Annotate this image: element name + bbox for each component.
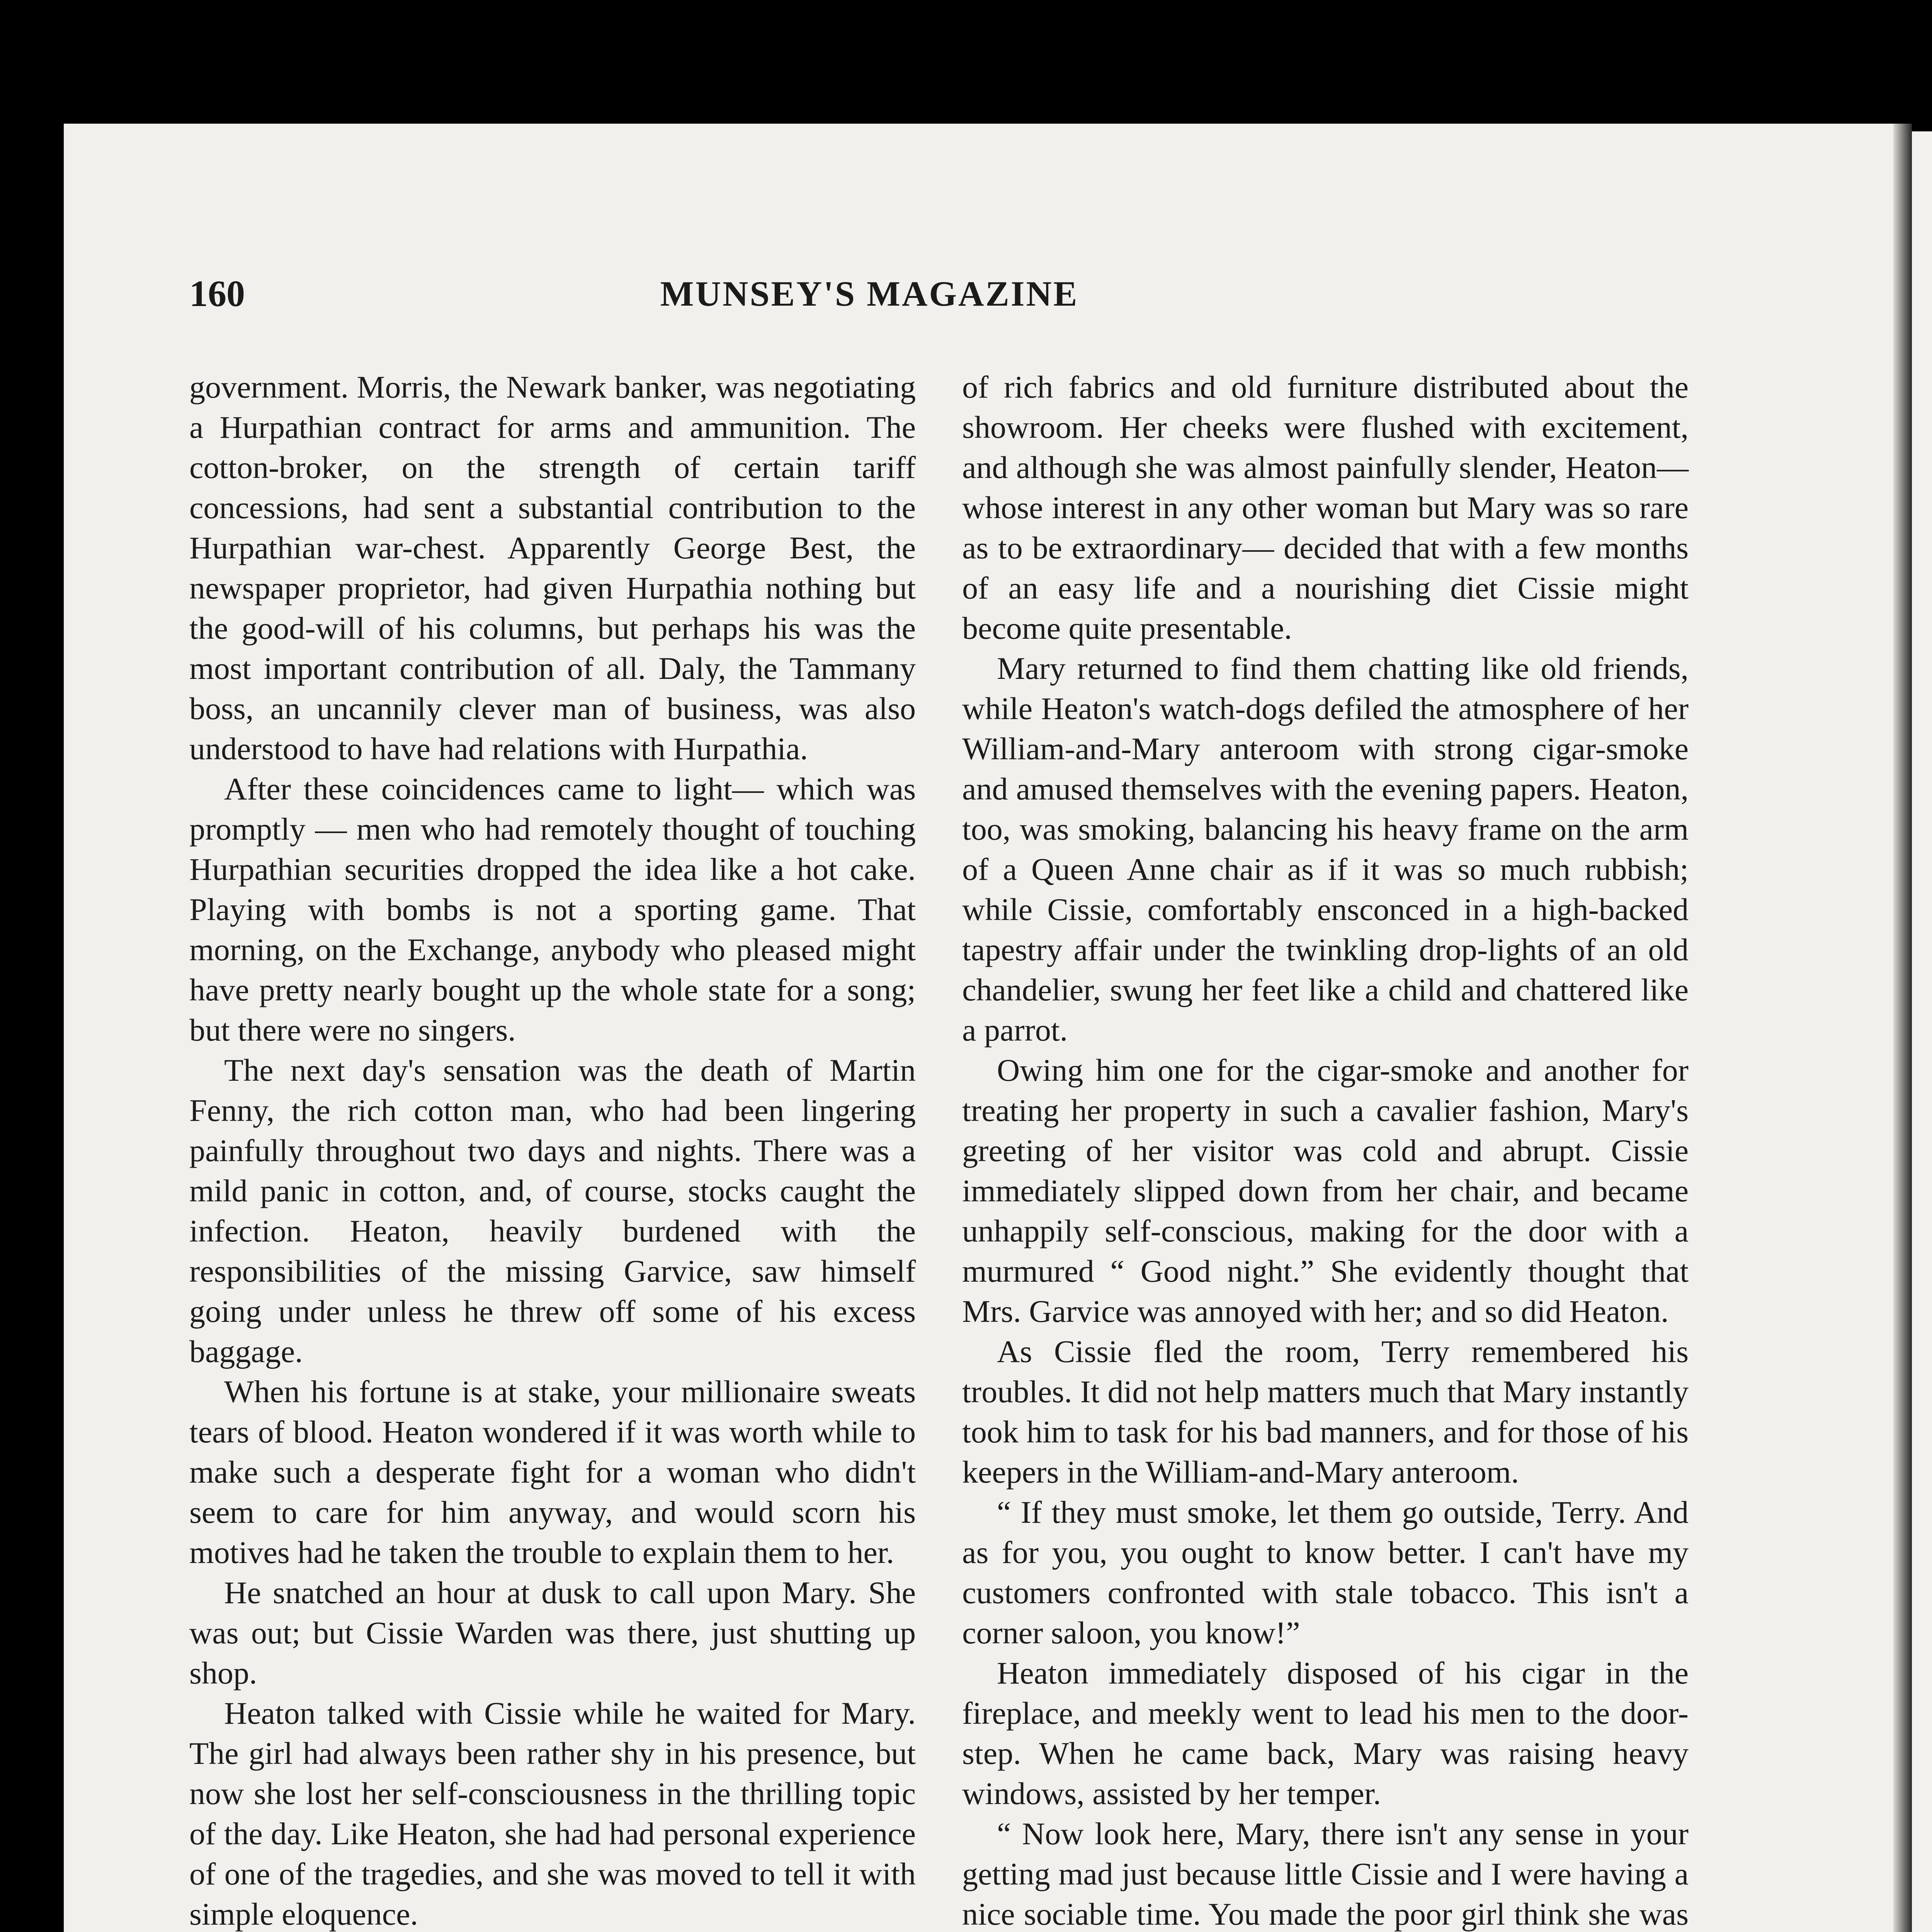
paragraph: Heaton immediately disposed of his cigar in the fireplace, and meekly went to lead his men to the door-step. When he came back, Mary was raising heavy windows, assisted by her temper.	[962, 1655, 1689, 1811]
paragraph: Heaton talked with Cissie while he waited for Mary. The girl had always been rather shy in his presence, but now she lost her self-consciousness in the thrilling topic of the day. Like Heaton, she had had personal experience of one of the tragedies, and she was moved to tell it with simple eloquence.	[189, 1696, 916, 1932]
paragraph: After these coincidences came to light— which was promptly — men who had remotely thought of touching Hurpathian securities dropped the idea like a hot cake. Playing with bombs is not a sporting game. That morning, on the Exchange, anybody who pleased might have pretty nearly bought up the whole state for a song; but there were no singers.	[189, 771, 916, 1048]
running-title: MUNSEY'S MAGAZINE	[660, 274, 1079, 313]
paragraph: of rich fabrics and old furniture distributed about the showroom. Her cheeks were flushed with excitement, and although she was almost painfully slender, Heaton— whose interest in any other woman but Mary was so rare as to be extraordinary— decided that with a few months of an easy life and a nourishing diet Cissie might become quite presentable.	[962, 369, 1689, 646]
page-number: 160	[189, 273, 245, 314]
paragraph: The next day's sensation was the death of Martin Fenny, the rich cotton man, who had been lingering painfully throughout two days and nights. There was a mild panic in cotton, and, of course, stocks caught the infection. Heaton, heavily burdened with the responsibilities of the missing Garvice, saw himself going under unless he threw off some of his excess baggage.	[189, 1053, 916, 1369]
paragraph: He snatched an hour at dusk to call upon Mary. She was out; but Cissie Warden was there, just shutting up shop.	[189, 1575, 916, 1690]
gutter-shadow	[1893, 124, 1912, 1932]
paragraph: As Cissie fled the room, Terry remembered his troubles. It did not help matters much that Mary instantly took him to task for his bad manners, and for those of his keepers in the William-and-Mary anteroom.	[962, 1334, 1689, 1490]
paragraph: When his fortune is at stake, your millionaire sweats tears of blood. Heaton wondered if it was worth while to make such a desperate fight for a woman who didn't seem to care for him anyway, and would scorn his motives had he taken the trouble to explain them to her.	[189, 1374, 916, 1570]
page-header	[128, 270, 1611, 317]
paragraph: “ Now look here, Mary, there isn't any sense in your getting mad just because little Cissie and I were having a nice sociable time. You made the poor girl think she was	[962, 1816, 1689, 1932]
paragraph: Owing him one for the cigar-smoke and another for treating her property in such a cavalier fashion, Mary's greeting of her visitor was cold and abrupt. Cissie immediately slipped down from her chair, and became unhappily self-conscious, making for the door with a murmured “ Good night.” She evidently thought that Mrs. Garvice was annoyed with her; and so did Heaton.	[962, 1053, 1689, 1329]
paragraph: government. Morris, the Newark banker, was negotiating a Hurpathian contract for arms and ammunition. The cotton-broker, on the strength of certain tariff concessions, had sent a substantial contribution to the Hurpathian war-chest. Apparently George Best, the newspaper proprietor, had given Hurpathia nothing but the good-will of his columns, but perhaps his was the most important contribution of all. Daly, the Tammany boss, an uncannily clever man of business, was also understood to have had relations with Hurpathia.	[189, 369, 916, 766]
left-column	[189, 367, 916, 1932]
facing-page-edge	[1911, 131, 1932, 1932]
right-column	[962, 367, 1689, 1932]
paragraph: Mary returned to find them chatting like old friends, while Heaton's watch-dogs defiled the atmosphere of her William-and-Mary anteroom with strong cigar-smoke and amused themselves with the evening papers. Heaton, too, was smoking, balancing his heavy frame on the arm of a Queen Anne chair as if it was so much rubbish; while Cissie, comfortably ensconced in a high-backed tapestry affair under the twinkling drop-lights of an old chandelier, swung her feet like a child and chattered like a parrot.	[962, 651, 1689, 1048]
paragraph: “ If they must smoke, let them go outside, Terry. And as for you, you ought to know better. I can't have my customers confronted with stale tobacco. This isn't a corner saloon, you know!”	[962, 1495, 1689, 1650]
